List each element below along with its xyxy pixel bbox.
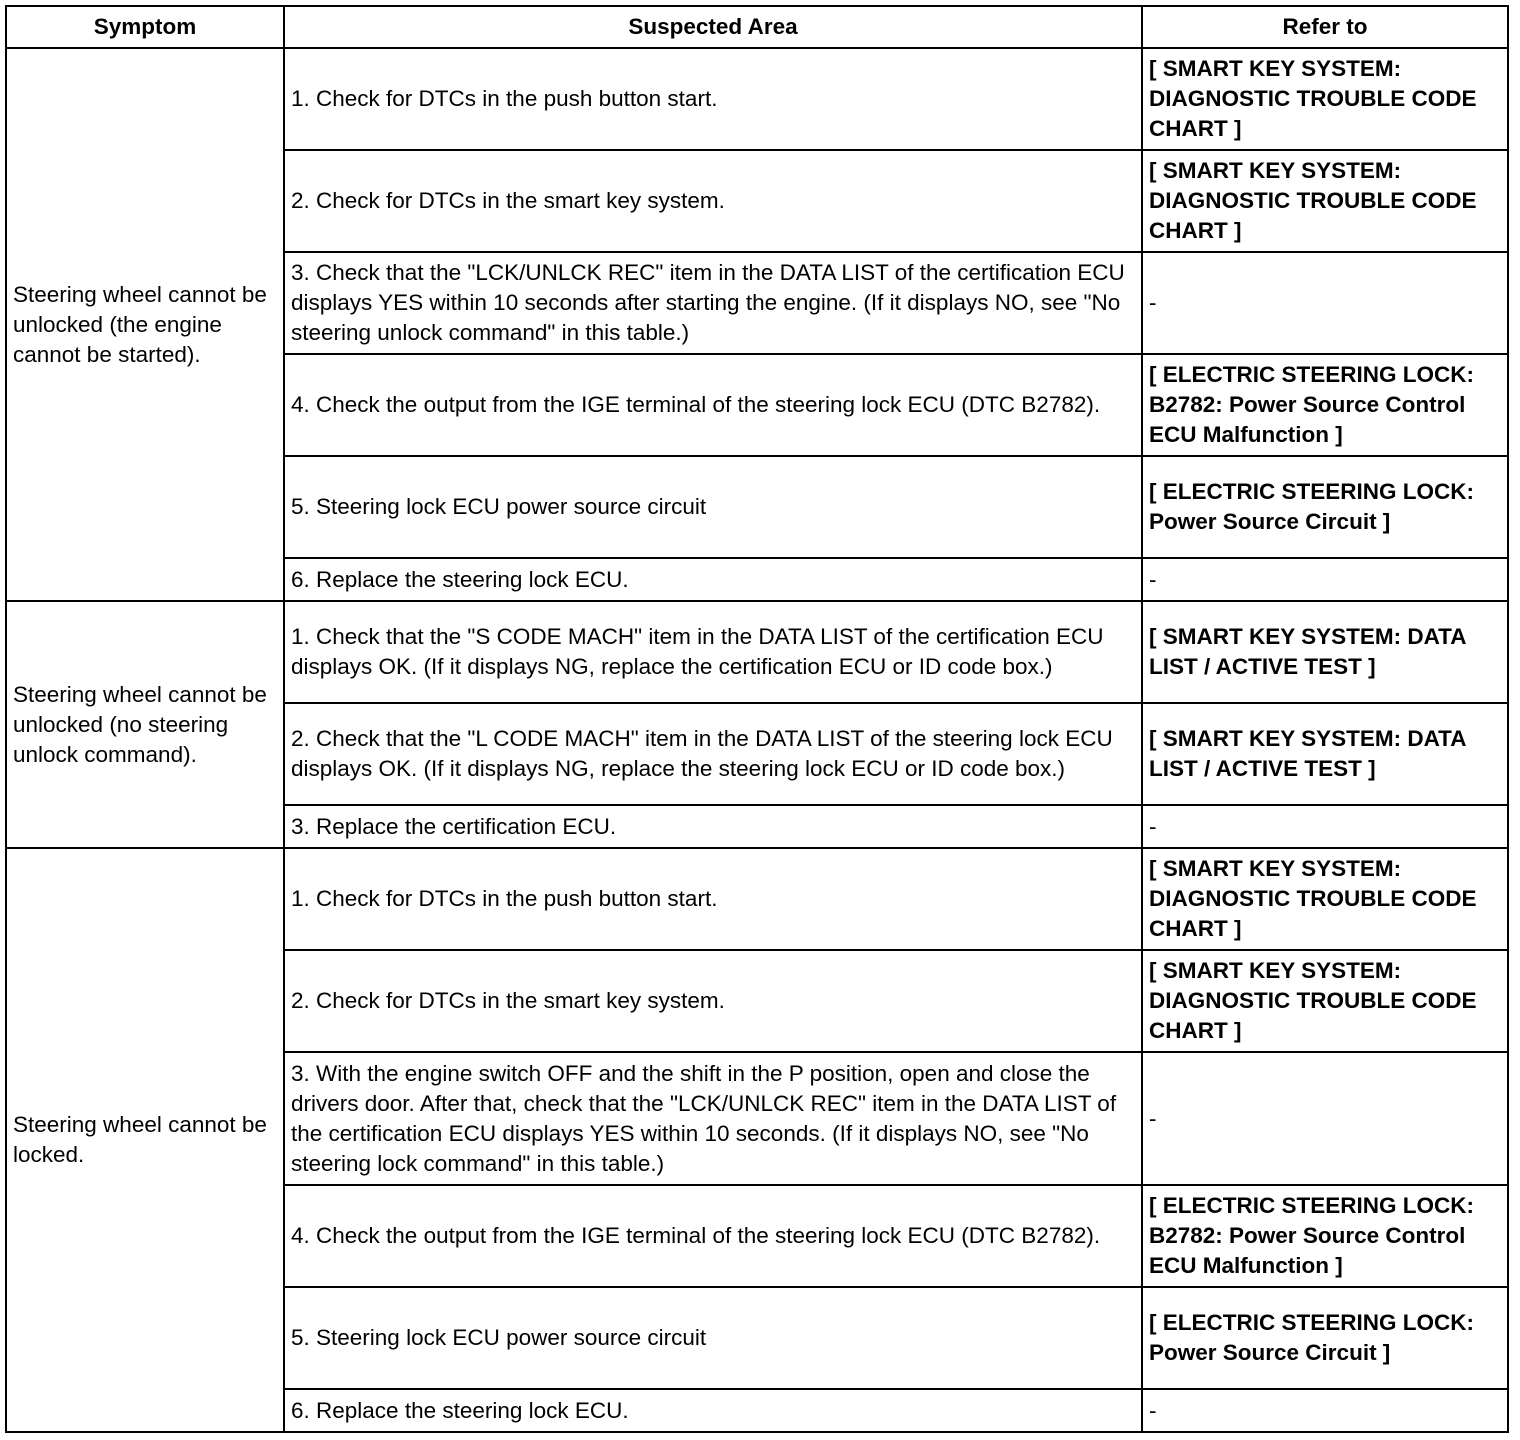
refer-to-cell: - [1142, 558, 1508, 601]
refer-to-cell: - [1142, 252, 1508, 354]
refer-to-cell: [ SMART KEY SYSTEM: DIAGNOSTIC TROUBLE CODE CHART ] [1142, 150, 1508, 252]
suspected-area-cell: 2. Check that the "L CODE MACH" item in the DATA LIST of the steering lock ECU displays OK. (If it displays NG, replace the steering lock ECU or ID code box.) [284, 703, 1142, 805]
refer-to-cell: [ SMART KEY SYSTEM: DATA LIST / ACTIVE TEST ] [1142, 601, 1508, 703]
refer-to-cell: [ SMART KEY SYSTEM: DIAGNOSTIC TROUBLE CODE CHART ] [1142, 950, 1508, 1052]
symptom-cell: Steering wheel cannot be unlocked (no steering unlock command). [6, 601, 284, 848]
refer-to-cell: [ SMART KEY SYSTEM: DIAGNOSTIC TROUBLE CODE CHART ] [1142, 848, 1508, 950]
symptom-header: Symptom [6, 6, 284, 48]
troubleshooting-table [5, 5, 1509, 1433]
suspected-area-cell: 3. Replace the certification ECU. [284, 805, 1142, 848]
refer-to-cell: - [1142, 1052, 1508, 1185]
suspected-area-cell: 1. Check for DTCs in the push button start. [284, 48, 1142, 150]
suspected-area-cell: 4. Check the output from the IGE terminal of the steering lock ECU (DTC B2782). [284, 354, 1142, 456]
refer-to-cell: [ ELECTRIC STEERING LOCK: B2782: Power Source Control ECU Malfunction ] [1142, 1185, 1508, 1287]
table-header-row [6, 6, 1508, 48]
suspected-area-cell: 2. Check for DTCs in the smart key system. [284, 150, 1142, 252]
table-row [6, 848, 1508, 950]
suspected-area-cell: 2. Check for DTCs in the smart key system. [284, 950, 1142, 1052]
suspected-area-cell: 5. Steering lock ECU power source circuit [284, 1287, 1142, 1389]
symptom-cell: Steering wheel cannot be unlocked (the engine cannot be started). [6, 48, 284, 601]
suspected-area-cell: 3. Check that the "LCK/UNLCK REC" item in the DATA LIST of the certification ECU displays YES within 10 seconds after starting the engine. (If it displays NO, see "No steering unlock command" in this table.) [284, 252, 1142, 354]
suspected-area-cell: 5. Steering lock ECU power source circuit [284, 456, 1142, 558]
refer-to-cell: [ SMART KEY SYSTEM: DIAGNOSTIC TROUBLE CODE CHART ] [1142, 48, 1508, 150]
refer-to-cell: [ ELECTRIC STEERING LOCK: Power Source Circuit ] [1142, 456, 1508, 558]
suspected-area-cell: 6. Replace the steering lock ECU. [284, 1389, 1142, 1432]
symptom-cell: Steering wheel cannot be locked. [6, 848, 284, 1432]
refer-to-header: Refer to [1142, 6, 1508, 48]
suspected-area-header: Suspected Area [284, 6, 1142, 48]
suspected-area-cell: 1. Check for DTCs in the push button start. [284, 848, 1142, 950]
refer-to-cell: [ ELECTRIC STEERING LOCK: Power Source Circuit ] [1142, 1287, 1508, 1389]
refer-to-cell: [ ELECTRIC STEERING LOCK: B2782: Power Source Control ECU Malfunction ] [1142, 354, 1508, 456]
table-row [6, 601, 1508, 703]
refer-to-cell: - [1142, 805, 1508, 848]
refer-to-cell: - [1142, 1389, 1508, 1432]
suspected-area-cell: 6. Replace the steering lock ECU. [284, 558, 1142, 601]
table-row [6, 48, 1508, 150]
suspected-area-cell: 4. Check the output from the IGE terminal of the steering lock ECU (DTC B2782). [284, 1185, 1142, 1287]
suspected-area-cell: 3. With the engine switch OFF and the shift in the P position, open and close the drivers door. After that, check that the "LCK/UNLCK REC" item in the DATA LIST of the certification ECU displays YES within 10 seconds. (If it displays NO, see "No steering lock command" in this table.) [284, 1052, 1142, 1185]
suspected-area-cell: 1. Check that the "S CODE MACH" item in the DATA LIST of the certification ECU displays OK. (If it displays NG, replace the certification ECU or ID code box.) [284, 601, 1142, 703]
refer-to-cell: [ SMART KEY SYSTEM: DATA LIST / ACTIVE TEST ] [1142, 703, 1508, 805]
